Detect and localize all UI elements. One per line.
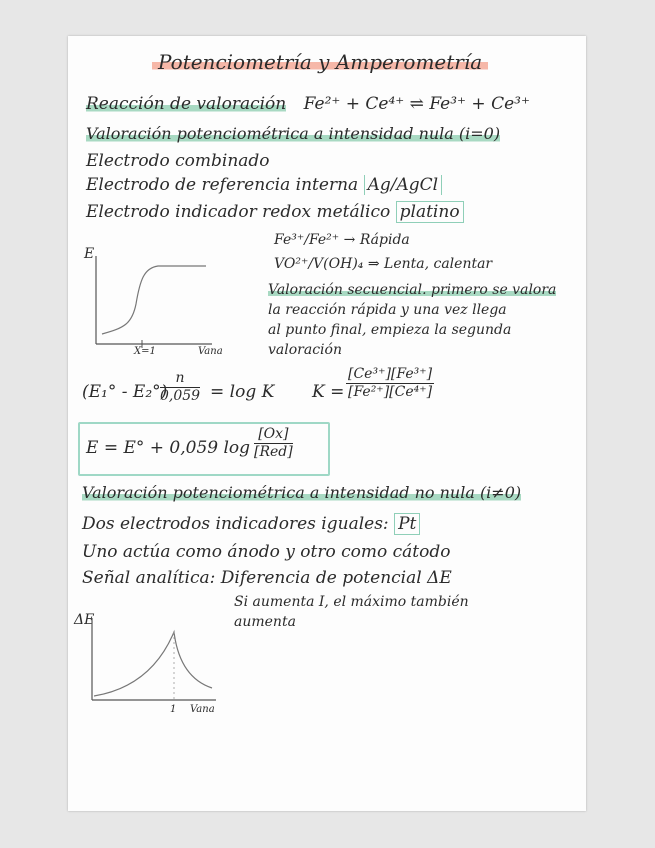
graph2-y-label: ΔE	[74, 612, 95, 628]
section1-line2-label: Electrodo de referencia interna	[86, 175, 359, 195]
section2-line5: aumenta	[234, 614, 296, 630]
section1-heading: Valoración potenciométrica a intensidad nula (i=0)	[86, 124, 501, 143]
section1-line2	[86, 175, 442, 195]
section1-line2-value: Ag/AgCl	[364, 175, 443, 195]
section2-line3-value: Diferencia de potencial ΔE	[220, 568, 452, 588]
section2-line3	[82, 568, 452, 588]
section2-line3-label: Señal analítica:	[82, 568, 216, 588]
section2-line4: Si aumenta I, el máximo también	[234, 594, 469, 610]
slow-reaction: VO²⁺/V(OH)₄ ⇒ Lenta, calentar	[274, 256, 493, 272]
k-numerator: [Ce³⁺][Fe³⁺]	[348, 366, 433, 382]
eq-log: = log K	[210, 382, 275, 402]
sequential-line4: valoración	[268, 342, 342, 358]
section1-line1: Electrodo combinado	[86, 151, 270, 171]
section2-line1-label: Dos electrodos indicadores iguales:	[82, 514, 389, 534]
reaction-equation: Fe²⁺ + Ce⁴⁺ ⇌ Fe³⁺ + Ce³⁺	[303, 94, 530, 114]
k-fraction	[346, 366, 434, 401]
notebook-page	[68, 36, 586, 811]
graph1-x-mark: X=1	[134, 346, 156, 357]
sequential-line1: Valoración secuencial. primero se valora	[268, 282, 557, 298]
reaction-line	[86, 94, 530, 114]
section2-line1	[82, 514, 420, 534]
nernst-left: E = E° + 0,059 log	[86, 438, 251, 458]
k-label: K =	[312, 382, 345, 402]
section2-line2: Uno actúa como ánodo y otro como cátodo	[82, 542, 451, 562]
graph1-titration-curve	[94, 256, 214, 351]
section1-line3	[86, 202, 464, 222]
eq-fraction-num: n	[160, 370, 200, 388]
graph1-y-label: E	[84, 246, 95, 262]
graph2-x-mark: 1	[170, 704, 177, 715]
graph2-amperometric-curve	[90, 618, 220, 708]
k-denominator: [Fe²⁺][Ce⁴⁺]	[348, 384, 433, 400]
section2-line1-value: Pt	[394, 513, 420, 535]
section1-line3-label: Electrodo indicador redox metálico	[86, 202, 391, 222]
eq-fraction-den: 0,059	[160, 388, 201, 404]
sequential-line2: la reacción rápida y una vez llega	[268, 302, 507, 318]
page-title: Potenciometría y Amperometría	[152, 50, 488, 74]
nernst-numerator: [Ox]	[254, 426, 293, 444]
sequential-line3: al punto final, empieza la segunda	[268, 322, 512, 338]
graph1-x-label: Vana	[198, 346, 223, 357]
eq-fraction	[160, 370, 200, 405]
fast-reaction: Fe³⁺/Fe²⁺ → Rápida	[274, 232, 410, 248]
section2-heading: Valoración potenciométrica a intensidad no nula (i≠0)	[82, 483, 522, 502]
reaction-label: Reacción de valoración	[86, 94, 287, 114]
eq-left: (E₁° - E₂°)	[82, 382, 168, 402]
nernst-fraction	[254, 426, 293, 461]
graph2-x-label: Vana	[190, 704, 215, 715]
nernst-denominator: [Red]	[254, 444, 293, 460]
section1-line3-value: platino	[396, 201, 464, 223]
